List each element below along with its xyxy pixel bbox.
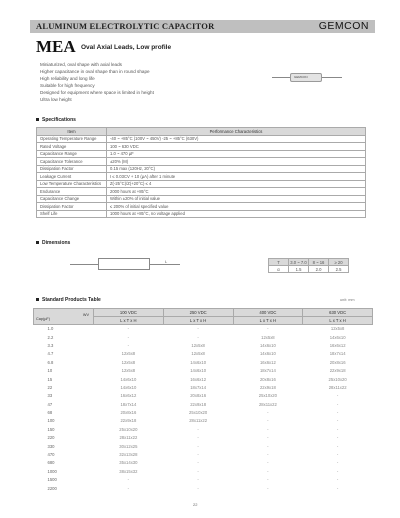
- spec-row: [37, 135, 366, 143]
- specifications-header-row: [37, 128, 366, 136]
- product-row: [34, 350, 373, 358]
- cap-label: Cap(µF): [36, 316, 51, 321]
- capacitance-cell: 1500: [47, 477, 57, 483]
- spec-item: Low Temperature Characteristics: [37, 180, 107, 188]
- size-cell: -: [127, 485, 130, 491]
- size-cell: -: [197, 426, 199, 432]
- size-cell: -: [267, 418, 269, 424]
- dim-value-cell: α: [269, 266, 289, 273]
- size-cell: -: [197, 452, 199, 458]
- spec-item: Capacitance Range: [37, 150, 107, 158]
- dim-value-cell: 2.5: [329, 266, 349, 273]
- capacitance-cell: 68: [47, 410, 53, 416]
- capacitance-cell: 33: [47, 393, 53, 399]
- series-name: MEA: [36, 37, 76, 56]
- size-cell: -: [336, 468, 339, 474]
- dim-header-cell: ≥ 20: [329, 259, 349, 266]
- feature-item: Ultra low height: [40, 97, 72, 103]
- size-cell: 12x5x8: [121, 359, 136, 365]
- spec-row: [37, 158, 366, 166]
- size-cell: 14x6x10: [259, 351, 276, 357]
- size-cell: -: [197, 477, 199, 483]
- feature-item: Miniaturized, oval shape with axial leads: [40, 62, 122, 67]
- capacitance-cell: 680: [47, 460, 55, 466]
- size-cell: 32x13x28: [119, 452, 138, 458]
- size-cell: 14x6x10: [259, 342, 276, 348]
- spec-header-performance: Performance Characteristics: [107, 128, 366, 136]
- size-cell: 25x10x20: [189, 410, 208, 416]
- size-cell: 16x6x12: [120, 393, 137, 399]
- size-cell: -: [336, 460, 339, 466]
- size-cell: 14x6x10: [190, 368, 207, 374]
- document-title: ALUMINUM ELECTROLYTIC CAPACITOR: [36, 21, 215, 31]
- dimensions-table: [268, 258, 349, 273]
- specifications-table: [36, 127, 366, 218]
- spec-item: Capacitance Change: [37, 195, 107, 203]
- size-cell: 12x5x8: [330, 326, 345, 332]
- page-number: 22: [193, 502, 198, 507]
- voltage-header: 250 VDC: [163, 309, 233, 317]
- products-header-row-1: [34, 309, 373, 317]
- size-cell: 22x9x18: [259, 384, 276, 390]
- size-cell: -: [336, 426, 339, 432]
- size-cell: 28x11x22: [258, 401, 277, 407]
- size-cell: -: [127, 334, 130, 340]
- features-list: [40, 61, 280, 104]
- spec-value: Z(-25°C)/Z(+20°C) ≤ 4: [107, 180, 366, 188]
- size-cell: 18x7x14: [259, 368, 276, 374]
- capacitance-cell: 100: [47, 418, 55, 424]
- header-bar: [30, 20, 375, 33]
- size-cell: -: [197, 468, 199, 474]
- spec-value: 0.15 max (120Hz, 20°C): [107, 165, 366, 173]
- size-cell: -: [336, 452, 339, 458]
- dimension-drawing: [98, 258, 150, 270]
- dim-header-cell: 8 ~ 16: [309, 259, 329, 266]
- capacitance-cell: 15: [47, 376, 53, 382]
- size-cell: 22x9x18: [120, 418, 137, 424]
- size-cell: 14x6x10: [190, 359, 207, 365]
- spec-row: [37, 150, 366, 158]
- spec-value: -40 ~ +85°C (100V ~ 450V) -25 ~ +85°C (630V): [107, 135, 366, 143]
- size-cell: -: [127, 326, 130, 332]
- product-row: [34, 425, 373, 433]
- size-cell: -: [267, 460, 269, 466]
- product-row: [34, 366, 373, 374]
- size-cell: -: [336, 401, 339, 407]
- spec-row: [37, 203, 366, 211]
- product-row: [34, 358, 373, 366]
- size-cell: 30x12x25: [119, 443, 138, 449]
- dim-value-cell: 1.5: [289, 266, 309, 273]
- size-cell: -: [197, 443, 199, 449]
- spec-value: 1.0 ~ 470 µF: [107, 150, 366, 158]
- spec-row: [37, 143, 366, 151]
- size-cell: -: [336, 485, 339, 491]
- capacitance-cell: 6.8: [47, 359, 54, 365]
- size-cell: 28x11x22: [119, 435, 138, 441]
- size-cell: -: [197, 435, 199, 441]
- voltage-header: 100 VDC: [94, 309, 164, 317]
- dimension-mark: L: [165, 259, 168, 264]
- spec-value: 2000 hours at +85°C: [107, 188, 366, 196]
- feature-item: High reliability and long life: [40, 76, 95, 82]
- capacitance-cell: 1.0: [47, 326, 54, 332]
- product-row: [34, 400, 373, 408]
- size-cell: 22x9x18: [329, 368, 346, 374]
- size-cell: 25x10x20: [328, 376, 347, 382]
- spec-value: 1000 hours at +85°C, no voltage applied: [107, 210, 366, 218]
- dim-header-cell: 3.0 ~ 7.0: [290, 259, 307, 265]
- spec-row: [37, 195, 366, 203]
- size-cell: -: [267, 477, 269, 483]
- size-cell: 20x8x16: [259, 376, 276, 382]
- size-cell: -: [127, 477, 130, 483]
- spec-row: [37, 165, 366, 173]
- capacitance-cell: 1000: [47, 468, 57, 474]
- spec-row: [37, 210, 366, 218]
- spec-row: [37, 188, 366, 196]
- size-cell: 14x6x10: [120, 384, 137, 390]
- size-cell: 12x5x8: [261, 334, 275, 340]
- dimensions-value-row: [269, 266, 349, 273]
- product-row: [34, 392, 373, 400]
- capacitance-cell: 330: [47, 443, 55, 449]
- product-row: [34, 417, 373, 425]
- spec-item: Capacitance Tolerance: [37, 158, 107, 166]
- capacitance-cell: 220: [47, 435, 55, 441]
- product-row: [34, 408, 373, 416]
- size-cell: -: [197, 460, 199, 466]
- product-row: [34, 467, 373, 475]
- size-cell: -: [267, 485, 269, 491]
- dimensions-header-row: [269, 259, 349, 266]
- capacitance-cell: 2200: [47, 485, 57, 491]
- product-row: [34, 442, 373, 450]
- feature-item: Higher capacitance in oval shape than in round shape: [40, 69, 150, 75]
- size-cell: 25x10x20: [119, 426, 138, 432]
- capacitance-cell: 2.2: [47, 334, 54, 340]
- size-cell: -: [267, 452, 269, 458]
- size-cell: 35x14x30: [119, 460, 138, 466]
- size-cell: 12x5x8: [191, 342, 205, 348]
- size-header: L x T x H: [303, 317, 373, 325]
- capacitance-cell: 22: [47, 384, 53, 390]
- size-cell: -: [336, 410, 339, 416]
- spec-item: Leakage Current: [37, 173, 107, 181]
- size-cell: -: [197, 334, 199, 340]
- size-cell: -: [336, 418, 339, 424]
- size-cell: -: [267, 435, 269, 441]
- voltage-header: 400 VDC: [233, 309, 303, 317]
- size-cell: 20x8x16: [329, 359, 346, 365]
- specifications-heading: [36, 117, 76, 123]
- size-cell: 20x8x16: [190, 393, 207, 399]
- series-subtitle: Oval Axial Leads, Low profile: [81, 44, 172, 51]
- size-cell: 12x5x8: [191, 351, 205, 357]
- capacitor-lead-right: [322, 77, 342, 78]
- brand-name: GEMCON: [318, 20, 369, 32]
- products-heading: [36, 297, 101, 303]
- feature-item: Designed for equipment where space is limited in height: [40, 90, 154, 96]
- spec-value: 100 ~ 630 VDC: [107, 143, 366, 151]
- product-row: [34, 375, 373, 383]
- capacitor-lead-left: [272, 77, 290, 78]
- feature-item: Suitable for high frequency: [40, 83, 95, 89]
- size-header: L x T x H: [94, 317, 164, 325]
- products-title: Standard Products Table: [42, 297, 101, 303]
- size-cell: 12x5x8: [121, 351, 136, 357]
- capacitance-cell: 4.7: [47, 351, 54, 357]
- product-row: [34, 333, 373, 341]
- voltage-header: 630 VDC: [303, 309, 373, 317]
- size-cell: 16x6x12: [329, 342, 346, 348]
- capacitance-cell: 10: [47, 368, 53, 374]
- size-cell: 18x7x14: [190, 384, 207, 390]
- capacitor-image: [272, 72, 342, 84]
- product-row: [34, 459, 373, 467]
- bullet-icon: [36, 118, 39, 121]
- dimension-lead-right: [150, 264, 180, 265]
- spec-item: Dissipation Factor: [37, 165, 107, 173]
- size-cell: 18x7x14: [329, 351, 346, 357]
- brand-logo: [319, 20, 369, 32]
- size-cell: -: [336, 393, 339, 399]
- size-cell: 20x8x16: [120, 410, 137, 416]
- spec-header-item: Item: [37, 128, 107, 136]
- product-row: [34, 476, 373, 484]
- size-cell: 38x15x32: [119, 468, 138, 474]
- size-cell: -: [197, 326, 199, 332]
- dimensions-heading: [36, 240, 70, 246]
- capacitance-cell: 150: [47, 426, 55, 432]
- spec-item: Dissipation Factor: [37, 203, 107, 211]
- size-cell: -: [267, 443, 269, 449]
- spec-item: Rated Voltage: [37, 143, 107, 151]
- size-header: L x T x H: [233, 317, 303, 325]
- spec-value: I ≤ 0.03CV + 10 (µA) after 1 minute: [107, 173, 366, 181]
- wv-label: WV: [82, 312, 89, 317]
- spec-value: ≤ 200% of initial specified value: [107, 203, 366, 211]
- size-cell: -: [127, 342, 130, 348]
- size-cell: 28x11x22: [328, 384, 347, 390]
- capacitance-cell: 47: [47, 401, 53, 407]
- spec-item: Endurance: [37, 188, 107, 196]
- size-cell: -: [336, 435, 339, 441]
- size-cell: 12x5x8: [121, 368, 136, 374]
- size-cell: 25x10x20: [258, 393, 277, 399]
- specifications-title: Specifications: [42, 117, 76, 123]
- size-cell: 16x6x12: [259, 359, 276, 365]
- spec-row: [37, 180, 366, 188]
- product-row: [34, 484, 373, 492]
- dimension-lead-left: [70, 264, 98, 265]
- size-cell: -: [197, 485, 199, 491]
- products-table: [33, 308, 373, 492]
- spec-value: Within ±20% of initial value: [107, 195, 366, 203]
- size-cell: -: [267, 468, 269, 474]
- dim-value-cell: 2.0: [309, 266, 329, 273]
- capacitance-cell: 3.3: [47, 342, 54, 348]
- size-cell: -: [267, 410, 269, 416]
- unit-note: unit: mm: [340, 298, 355, 302]
- size-cell: -: [336, 443, 339, 449]
- size-cell: -: [336, 477, 339, 483]
- spec-item: Operating Temperature Range: [37, 135, 107, 143]
- dimensions-title: Dimensions: [42, 240, 71, 246]
- size-cell: 14x6x10: [329, 334, 346, 340]
- product-row: [34, 341, 373, 349]
- size-cell: 28x11x22: [189, 418, 208, 424]
- size-header: L x T x H: [163, 317, 233, 325]
- size-cell: 16x6x12: [190, 376, 207, 382]
- size-cell: -: [267, 326, 269, 332]
- size-cell: -: [267, 426, 269, 432]
- bullet-icon: [36, 298, 39, 301]
- capacitance-cell: 470: [47, 452, 55, 458]
- product-row: [34, 450, 373, 458]
- spec-row: [37, 173, 366, 181]
- size-cell: 14x6x10: [120, 376, 137, 382]
- product-row: [34, 325, 373, 333]
- size-cell: 18x7x14: [120, 401, 137, 407]
- bullet-icon: [36, 241, 39, 244]
- product-row: [34, 434, 373, 442]
- capacitor-label: GEMCON: [294, 75, 308, 79]
- size-cell: 22x9x18: [190, 401, 207, 407]
- product-row: [34, 383, 373, 391]
- dim-header-cell: T: [269, 259, 289, 266]
- spec-value: ±20% (M): [107, 158, 366, 166]
- wv-cap-corner-cell: [34, 309, 94, 325]
- spec-item: Shelf Life: [37, 210, 107, 218]
